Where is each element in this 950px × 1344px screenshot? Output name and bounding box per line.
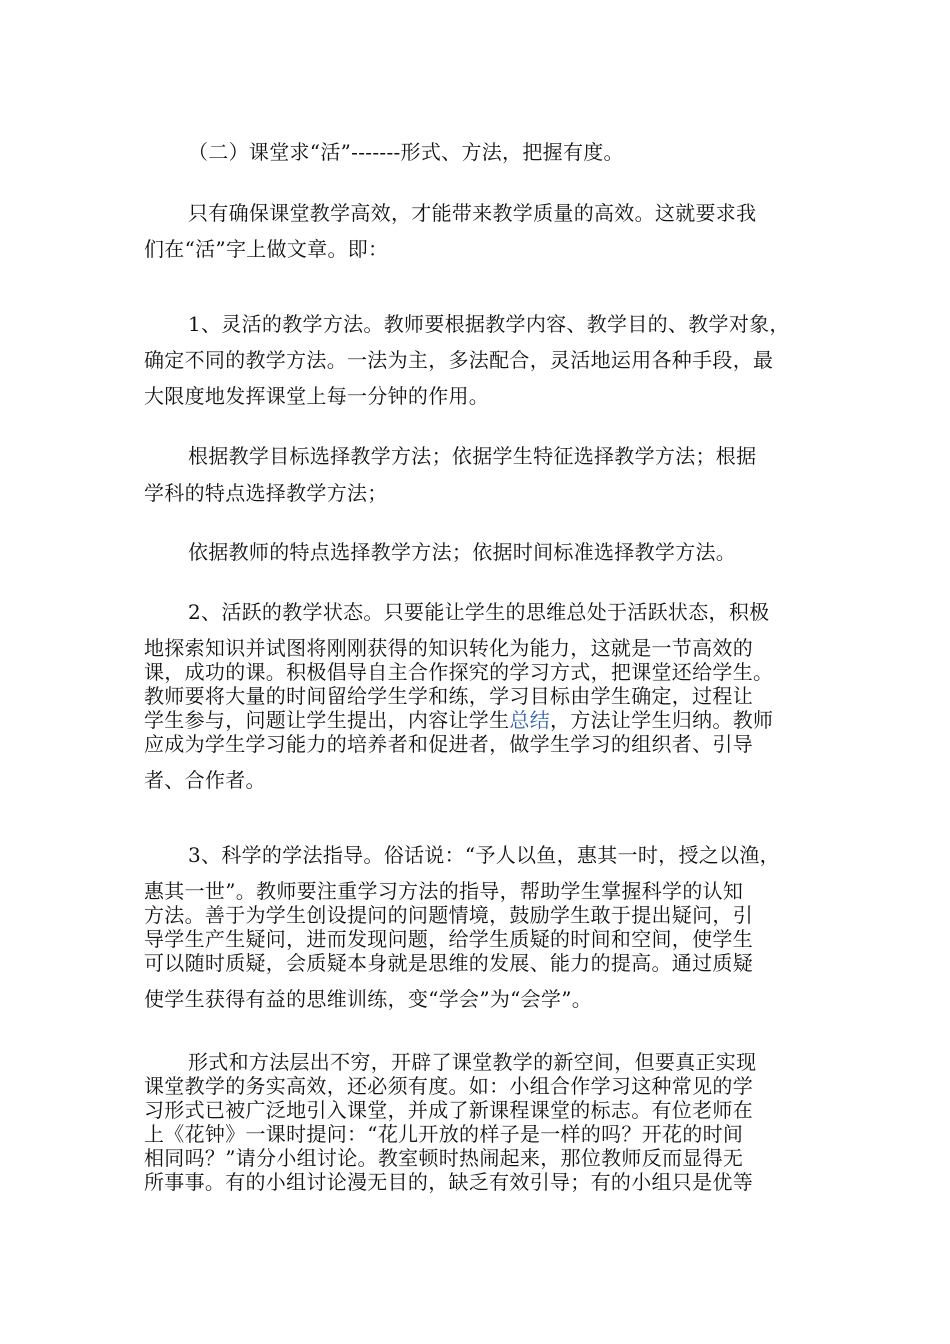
item2-line-5-b: ，方法让学生归纳。教师 xyxy=(550,708,774,732)
summary-link[interactable]: 总结 xyxy=(509,708,551,732)
closing-line-1: 形式和方法层出不穷，开辟了课堂教学的新空间，但要真正实现 xyxy=(188,1050,757,1074)
item3-line-5: 可以随时质疑，会质疑本身就是思维的发展、能力的提高。通过质疑 xyxy=(144,951,753,975)
closing-line-6: 所事事。有的小组讨论漫无目的，缺乏有效引导；有的小组只是优等 xyxy=(144,1170,753,1194)
item2-line-3: 课，成功的课。积极倡导自主合作探究的学习方式，把课堂还给学生。 xyxy=(144,660,774,684)
item1-line-1: 1、灵活的教学方法。教师要根据教学内容、教学目的、教学对象， xyxy=(188,312,790,336)
item2-line-1: 2、活跃的教学状态。只要能让学生的思维总处于活跃状态，积极 xyxy=(188,600,770,624)
item1-line-2: 确定不同的教学方法。一法为主，多法配合，灵活地运用各种手段，最 xyxy=(144,348,774,372)
methods2-line-1: 依据教师的特点选择教学方法；依据时间标准选择教学方法。 xyxy=(188,540,737,564)
item3-line-2: 惠其一世”。教师要注重学习方法的指导，帮助学生掌握科学的认知 xyxy=(144,879,744,903)
closing-line-3: 习形式已被广泛地引入课堂，并成了新课程课堂的标志。有位老师在 xyxy=(144,1098,753,1122)
item2-line-2: 地探索知识并试图将刚刚获得的知识转化为能力，这就是一节高效的 xyxy=(144,636,753,660)
item2-line-4: 教师要将大量的时间留给学生学和练，学习目标由学生确定，过程让 xyxy=(144,684,753,708)
closing-line-5: 相同吗？”请分小组讨论。教室顿时热闹起来，那位教师反而显得无 xyxy=(144,1146,744,1170)
item3-line-4: 导学生产生疑问，进而发现问题，给学生质疑的时间和空间，使学生 xyxy=(144,927,753,951)
item2-line-5-a: 学生参与，问题让学生提出，内容让学生 xyxy=(144,708,510,732)
intro-line-1: 只有确保课堂教学高效，才能带来教学质量的高效。这就要求我 xyxy=(188,201,757,225)
item3-line-1: 3、科学的学法指导。俗话说：“予人以鱼，惠其一时，授之以渔， xyxy=(188,843,780,867)
item2-line-5 xyxy=(144,708,773,732)
item3-line-6: 使学生获得有益的思维训练，变“学会”为“会学”。 xyxy=(144,987,593,1011)
closing-line-4: 上《花钟》一课时提问：“花儿开放的样子是一样的吗？开花的时间 xyxy=(144,1122,744,1146)
item3-line-3: 方法。善于为学生创设提问的问题情境，鼓励学生敢于提出疑问，引 xyxy=(144,903,753,927)
methods-line-1: 根据教学目标选择教学方法；依据学生特征选择教学方法；根据 xyxy=(188,444,757,468)
item2-line-7: 者、合作者。 xyxy=(144,768,266,792)
intro-line-2: 们在“活”字上做文章。即： xyxy=(144,237,389,261)
item1-line-3: 大限度地发挥课堂上每一分钟的作用。 xyxy=(144,384,490,408)
section-heading: （二）课堂求“活”-------形式、方法，把握有度。 xyxy=(188,140,624,164)
closing-line-2: 课堂教学的务实高效，还必须有度。如：小组合作学习这种常见的学 xyxy=(144,1074,753,1098)
methods-line-2: 学科的特点选择教学方法； xyxy=(144,481,388,505)
item2-line-6: 应成为学生学习能力的培养者和促进者，做学生学习的组织者、引导 xyxy=(144,732,753,756)
